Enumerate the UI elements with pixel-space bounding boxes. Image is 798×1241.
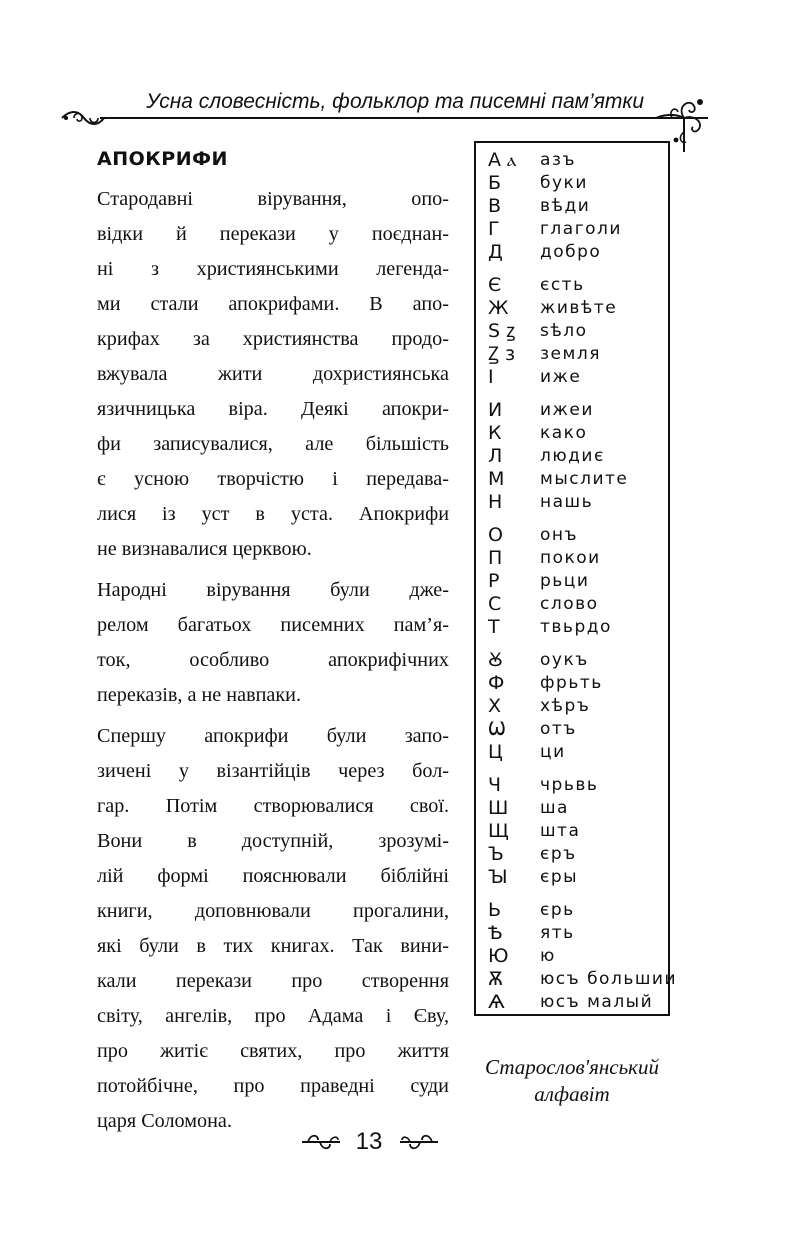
letter-name: ѕѣло [540, 321, 588, 341]
letter-name: иже [540, 367, 582, 387]
letter-glyph: Щ [488, 820, 509, 842]
letter-name: твьрдо [540, 617, 612, 637]
paragraphs [97, 182, 449, 1139]
letter-name: ци [540, 742, 566, 762]
letter-glyph: Х [488, 695, 502, 717]
letter-glyph: Ꙋ [488, 649, 503, 671]
letter-glyph: А ⲁ [488, 149, 517, 171]
alphabet-row [488, 843, 668, 866]
letter-name: покои [540, 548, 601, 568]
letter-name: слово [540, 594, 599, 614]
footer-right-flourish-icon [396, 1132, 440, 1152]
alphabet-row [488, 866, 668, 889]
alphabet-row [488, 468, 668, 491]
letter-glyph: В [488, 195, 502, 217]
letter-name: єры [540, 867, 579, 887]
alphabet-row [488, 172, 668, 195]
paragraph-line: зичені у візантійців через бол- [97, 760, 449, 782]
letter-glyph: Ѡ [488, 718, 506, 740]
paragraph-line: ні з християнськими легенда- [97, 258, 449, 280]
paragraph-line: відки й перекази у поєднан- [97, 223, 449, 245]
letter-name: єрь [540, 900, 575, 920]
alphabet-row [488, 774, 668, 797]
alphabet-row [488, 968, 677, 991]
caption-line-2: алфавіт [534, 1082, 610, 1106]
alphabet-row [488, 945, 668, 968]
letter-glyph: Л [488, 445, 503, 467]
letter-glyph: Б [488, 172, 502, 194]
alphabet-row [488, 741, 668, 764]
alphabet-row [488, 922, 668, 945]
alphabet-row [488, 320, 668, 343]
alphabet-row [488, 820, 668, 843]
letter-glyph: Ч [488, 774, 502, 796]
letter-name: отъ [540, 719, 577, 739]
letter-glyph: Г [488, 218, 500, 240]
alphabet-row [488, 899, 668, 922]
figure-caption [464, 1054, 680, 1108]
letter-name: мыслите [540, 469, 629, 489]
footer-left-flourish-icon [300, 1132, 344, 1152]
section-title: АПОКРИФИ [97, 148, 228, 170]
letter-name: шта [540, 821, 581, 841]
letter-name: оукъ [540, 650, 589, 670]
caption-line-1: Старослов'янський [485, 1055, 659, 1079]
letter-glyph: Є [488, 274, 502, 296]
letter-name: фрьть [540, 673, 603, 693]
letter-name: чрьвь [540, 775, 599, 795]
paragraph-line: світу, ангелів, про Адама і Єву, [97, 1005, 449, 1027]
paragraph-line: переказів, а не навпаки. [97, 684, 302, 706]
letter-glyph: Ц [488, 741, 503, 763]
letter-name: азъ [540, 150, 576, 170]
letter-glyph: К [488, 422, 502, 444]
letter-glyph: Ш [488, 797, 509, 819]
letter-name: нашь [540, 492, 594, 512]
letter-glyph: Д [488, 241, 503, 263]
letter-name: земля [540, 344, 601, 364]
letter-glyph: Ꙑ [488, 866, 508, 888]
alphabet-row [488, 274, 668, 297]
letter-name: онъ [540, 525, 579, 545]
letter-name: людиє [540, 446, 605, 466]
alphabet-row [488, 718, 668, 741]
letter-glyph: Ю [488, 945, 509, 967]
letter-name: єсть [540, 275, 585, 295]
letter-glyph: І [488, 366, 494, 388]
letter-glyph: Ь [488, 899, 502, 921]
letter-glyph: Ж [488, 297, 509, 319]
main-text-column [97, 144, 449, 1145]
alphabet-row [488, 991, 668, 1014]
header-rule [100, 117, 686, 119]
paragraph-line: Стародавні вірування, опо- [97, 188, 449, 210]
paragraph-line: релом багатьох писемних пам’я- [97, 614, 449, 636]
letter-name: буки [540, 173, 588, 193]
alphabet-row [488, 547, 668, 570]
alphabet-row [488, 797, 668, 820]
paragraph-line: гар. Потім створювалися свої. [97, 795, 449, 817]
paragraph-line: не визнавалися церквою. [97, 538, 312, 560]
paragraph-line: вжувала жити дохристиянська [97, 363, 449, 385]
letter-glyph: Ѣ [488, 922, 503, 944]
paragraph-line: лій формі пояснювали біблійні [97, 865, 449, 887]
page-footer [0, 1124, 798, 1160]
letter-glyph: Ѕ ꙁ [488, 320, 516, 342]
letter-glyph: Ꙁ з [488, 343, 516, 365]
paragraph [97, 719, 449, 1139]
alphabet-row [488, 149, 668, 172]
letter-name: ять [540, 923, 575, 943]
alphabet-row [488, 593, 668, 616]
letter-name: ю [540, 946, 556, 966]
letter-name: рьци [540, 571, 590, 591]
alphabet-row [488, 672, 668, 695]
letter-name: ижеи [540, 400, 594, 420]
alphabet-row [488, 343, 668, 366]
letter-name: вѣди [540, 196, 591, 216]
letter-name: єръ [540, 844, 577, 864]
header-title: Усна словесність, фольклор та писемні пам’ятки [146, 90, 644, 113]
alphabet-row [488, 422, 668, 445]
paragraph-line: ток, особливо апокрифічних [97, 649, 449, 671]
letter-name: хѣръ [540, 696, 591, 716]
paragraph-line: Вони в доступній, зрозумі- [97, 830, 449, 852]
alphabet-row [488, 297, 668, 320]
paragraph-line: які були в тих книгах. Так вини- [97, 935, 449, 957]
paragraph [97, 182, 449, 567]
alphabet-row [488, 570, 668, 593]
letter-name: юсъ малый [540, 992, 654, 1012]
letter-name: ша [540, 798, 569, 818]
letter-glyph: Ѫ [488, 968, 503, 990]
letter-name: живѣте [540, 298, 618, 318]
alphabet-row [488, 366, 668, 389]
paragraph-line: ми стали апокрифами. В апо- [97, 293, 449, 315]
letter-glyph: П [488, 547, 503, 569]
letter-glyph: О [488, 524, 503, 546]
paragraph-line: Спершу апокрифи були запо- [97, 725, 449, 747]
letter-glyph: С [488, 593, 502, 615]
paragraph-line: книги, доповнювали прогалини, [97, 900, 449, 922]
paragraph-line: кали перекази про створення [97, 970, 449, 992]
alphabet-table [474, 141, 677, 1016]
letter-glyph: Т [488, 616, 500, 638]
paragraph-line: царя Соломона. [97, 1110, 232, 1132]
alphabet-row [488, 399, 668, 422]
paragraph-line: язичницька віра. Деякі апокри- [97, 398, 449, 420]
alphabet-row [488, 649, 668, 672]
page-number: 13 [355, 1128, 383, 1155]
paragraph-line: фи записувалися, але більшість [97, 433, 449, 455]
alphabet-row [488, 445, 668, 468]
letter-glyph: Ф [488, 672, 505, 694]
alphabet-row [488, 195, 668, 218]
letter-glyph: М [488, 468, 505, 490]
letter-name: добро [540, 242, 602, 262]
alphabet-row [488, 241, 668, 264]
letter-glyph: И [488, 399, 503, 421]
paragraph-line: про житіє святих, про життя [97, 1040, 449, 1062]
alphabet-row [488, 616, 668, 639]
alphabet-row [488, 491, 668, 514]
alphabet-row [488, 218, 668, 241]
paragraph-line: Народні вірування були дже- [97, 579, 449, 601]
alphabet-row [488, 695, 668, 718]
letter-name: юсъ большии [540, 969, 677, 989]
letter-name: глаголи [540, 219, 622, 239]
letter-glyph: Р [488, 570, 500, 592]
letter-glyph: Ъ [488, 843, 504, 865]
alphabet-row [488, 524, 668, 547]
paragraph [97, 573, 449, 713]
letter-name: како [540, 423, 588, 443]
paragraph-line: є усною творчістю і передава- [97, 468, 449, 490]
paragraph-line: крифах за християнства продо- [97, 328, 449, 350]
letter-glyph: Ѧ [488, 991, 505, 1013]
paragraph-line: лися із уст в уста. Апокрифи [97, 503, 449, 525]
letter-glyph: Н [488, 491, 503, 513]
paragraph-line: потойбічне, про праведні суди [97, 1075, 449, 1097]
